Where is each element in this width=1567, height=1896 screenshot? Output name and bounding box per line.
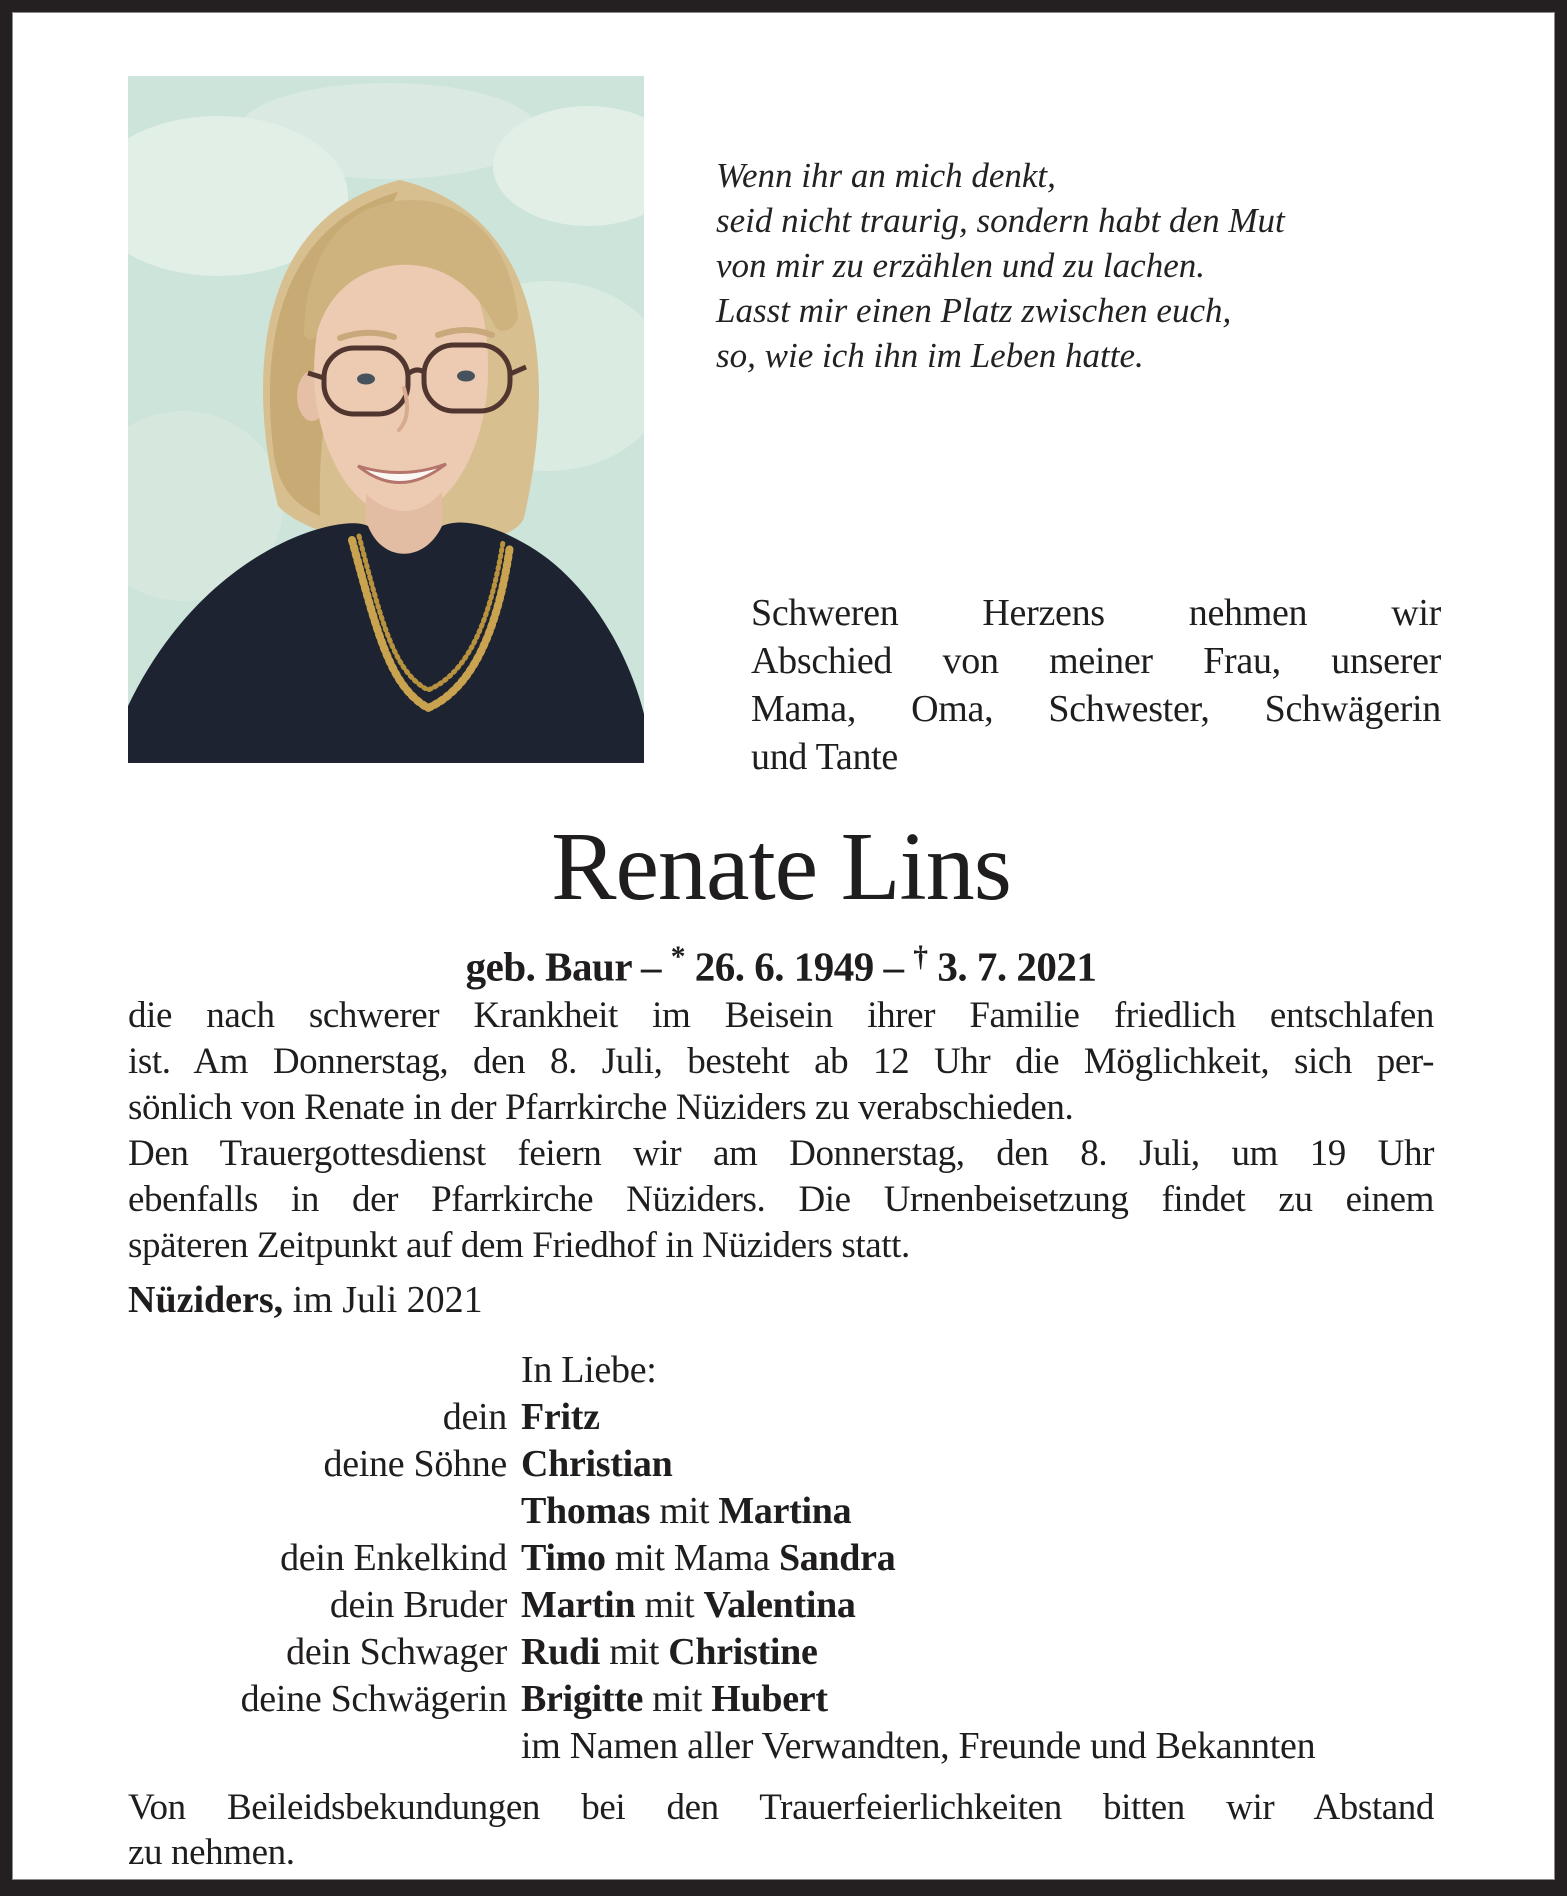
family-connector: mit [643,1678,712,1720]
place-date-rest: im Juli 2021 [283,1279,483,1321]
family-role-label: dein Bruder [329,1584,507,1626]
announcement-text [128,993,1434,1269]
obituary-card [12,12,1555,1880]
closing-paragraph [128,1785,1434,1875]
family-row [128,1394,1434,1441]
poem-line: so, wie ich ihn im Leben hatte. [716,336,1144,375]
family-role-label [128,1488,521,1535]
family-row [128,1676,1434,1723]
family-role-label: dein Schwager [286,1631,507,1673]
birth-star-symbol: * [670,941,686,973]
poem-line: von mir zu erzählen und zu lachen. [716,246,1205,285]
family-name: Christian [521,1443,673,1485]
intro-line: und Tante [751,736,898,778]
family-name: Martina [718,1490,852,1532]
family-names [521,1535,1434,1582]
announcement-paragraph-2 [128,1131,1434,1269]
dates-prefix: geb. Baur – [465,943,671,990]
deceased-name: Renate Lins [551,813,1011,921]
closing-line: Von Beileidsbekundungen bei den Trauerfeierlichkeiten bitten wir Abstand [128,1787,1434,1828]
family-name: Timo [521,1537,606,1579]
announcement-line: Den Trauergottesdienst feiern wir am Donnerstag, den 8. Juli, um 19 Uhr [128,1133,1434,1174]
in-liebe-heading: In Liebe: [521,1349,657,1391]
family-role-label: deine Söhne [323,1443,507,1485]
family-role-label: dein [442,1396,507,1438]
family-connector: mit Mama [605,1537,779,1579]
announcement-paragraph-1 [128,993,1434,1131]
birth-date: 26. 6. 1949 – [685,943,914,990]
family-names [521,1441,1434,1488]
intro-line: Schweren Herzens nehmen wir [751,592,1441,634]
place-date-line [128,1277,1434,1323]
poem-line: seid nicht traurig, sondern habt den Mut [716,201,1285,240]
announcement-line: ist. Am Donnerstag, den 8. Juli, besteht ab 12 Uhr die Möglichkeit, sich per- [128,1041,1434,1082]
closing-line: zu nehmen. [128,1832,295,1873]
announcement-line: sönlich von Renate in der Pfarrkirche Nüziders zu verabschieden. [128,1087,1074,1128]
place-name: Nüziders, [128,1279,284,1321]
family-name: Fritz [521,1396,600,1438]
family-names [521,1582,1434,1629]
family-row [128,1535,1434,1582]
family-row [128,1629,1434,1676]
family-name: Brigitte [521,1678,644,1720]
family-name: Sandra [778,1537,896,1579]
family-role-label: dein Enkelkind [280,1537,507,1579]
family-plain-text: im Namen aller Verwandten, Freunde und Bekannten [521,1725,1316,1767]
family-row [128,1723,1434,1770]
family-row [128,1488,1434,1535]
family-name: Thomas [521,1490,651,1532]
poem-line: Lasst mir einen Platz zwischen euch, [716,291,1232,330]
portrait-photo-graphic [128,76,644,763]
family-name: Christine [668,1631,818,1673]
portrait-photo [128,76,644,763]
family-connector: mit [635,1584,704,1626]
family-names [521,1629,1434,1676]
family-role-label: deine Schwägerin [240,1678,507,1720]
family-names [521,1488,1434,1535]
announcement-line: die nach schwerer Krankheit im Beisein ihrer Familie friedlich entschlafen [128,995,1434,1036]
family-name: Rudi [521,1631,601,1673]
announcement-line: späteren Zeitpunkt auf dem Friedhof in Nüziders statt. [128,1225,910,1266]
family-row [128,1441,1434,1488]
family-name: Hubert [711,1678,828,1720]
announcement-line: ebenfalls in der Pfarrkirche Nüziders. Die Urnenbeisetzung findet zu einem [128,1179,1434,1220]
family-section [128,1347,1434,1770]
birth-death-line [128,941,1434,991]
family-name: Valentina [703,1584,856,1626]
farewell-intro [751,589,1441,781]
death-cross-symbol: † [913,941,928,973]
family-names [521,1723,1434,1770]
memorial-poem [716,153,1285,378]
intro-line: Mama, Oma, Schwester, Schwägerin [751,688,1441,730]
poem-line: Wenn ihr an mich denkt, [716,156,1056,195]
family-name: Martin [521,1584,636,1626]
death-date: 3. 7. 2021 [927,943,1097,990]
family-role-label [128,1723,521,1770]
obituary-content [128,13,1441,1879]
family-names [521,1676,1434,1723]
family-names [521,1394,1434,1441]
intro-line: Abschied von meiner Frau, unserer [751,640,1441,682]
family-connector: mit [600,1631,669,1673]
family-connector: mit [650,1490,719,1532]
family-row [128,1582,1434,1629]
